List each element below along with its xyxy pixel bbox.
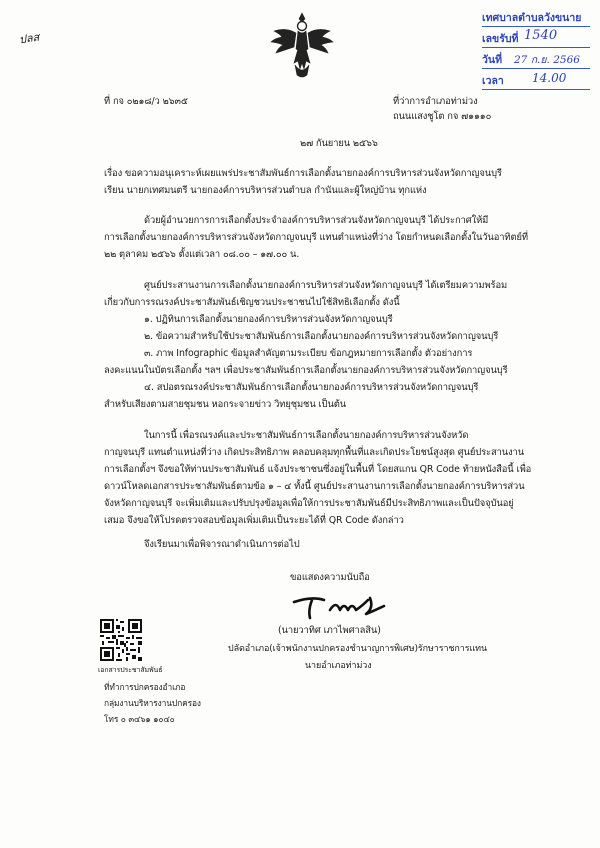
list-item-continuation: ลงคะแนนในบัตรเลือกตั้ง ฯลฯ เพื่อประชาสัมพันธ์การเลือกตั้งนายกองค์การบริหารส่วนจังหวัดกาญจนบุรี	[104, 365, 508, 376]
paragraph-4: จึงเรียนมาเพื่อพิจารณาดำเนินการต่อไป	[144, 539, 300, 550]
stamp-number-value: 1540	[524, 28, 558, 43]
garuda-emblem-icon	[269, 9, 335, 81]
paragraph-3-line: เสมอ จึงขอให้โปรดตรวจสอบข้อมูลเพิ่มเติมเป็นระยะได้ที่ QR Code ดังกล่าว	[104, 515, 404, 526]
paragraph-3-line: การเลือกตั้งฯ จึงขอให้ท่านประชาสัมพันธ์ แจ้งประชาชนซึ่งอยู่ในพื้นที่ โดยสแกน QR Code ท้ายหนังสือนี้ เพื่อ	[104, 464, 532, 475]
office-address-line2: ถนนแสงชูโต กจ ๗๑๑๑๐	[393, 111, 492, 122]
paragraph-3-line: กาญจนบุรี แทนตำแหน่งที่ว่าง เกิดประสิทธิภาพ คลอบคลุมทุกพื้นที่และเกิดประโยชน์สูงสุด ศูนย์ประสานงาน	[104, 447, 525, 458]
list-item: ๔. สปอตรณรงค์ประชาสัมพันธ์การเลือกตั้งนายกองค์การบริหารส่วนจังหวัดกาญจนบุรี	[144, 382, 479, 393]
list-item: ๒. ข้อความสำหรับใช้ประชาสัมพันธ์การเลือกตั้งนายกองค์การบริหารส่วนจังหวัดกาญจนบุรี	[144, 331, 499, 342]
paragraph-3-line: ดาวน์โหลดเอกสารประชาสัมพันธ์ตามข้อ ๑ – ๔ ทั้งนี้ ศูนย์ประสานงานการเลือกตั้งนายกองค์การบริหารส่วน	[104, 481, 525, 492]
margin-handwritten-note	[19, 26, 51, 56]
list-item: ๑. ปฏิทินการเลือกตั้งนายกองค์การบริหารส่วนจังหวัดกาญจนบุรี	[144, 314, 393, 325]
paragraph-3-line: จังหวัดกาญจนบุรี จะเพิ่มเติมและปรับปรุงข้อมูลเพื่อให้การประชาสัมพันธ์มีประสิทธิภาพและเป็นปัจจุบันอยู่	[104, 498, 514, 509]
subject-line: เรื่อง ขอความอนุเคราะห์เผยแพร่ประชาสัมพันธ์การเลือกตั้งนายกองค์การบริหารส่วนจังหวัดกาญจนบุรี	[104, 168, 502, 179]
receipt-stamp	[482, 5, 594, 97]
stamp-time-row: เวลา 14.00	[482, 72, 590, 90]
stamp-time-value: 14.00	[532, 71, 567, 85]
paragraph-1-line: การเลือกตั้งนายกองค์การบริหารส่วนจังหวัดกาญจนบุรี แทนตำแหน่งที่ว่าง โดยกำหนดเลือกตั้งในวันอาทิตย์ที่	[104, 232, 528, 243]
signatory-name: (นายวาทิศ เภาไพศาลสิน)	[278, 625, 381, 636]
paragraph-2-line: ศูนย์ประสานงานการเลือกตั้งนายกองค์การบริหารส่วนจังหวัดกาญจนบุรี ได้เตรียมความพร้อม	[144, 280, 508, 291]
addressee-line: เรียน นายกเทศมนตรี นายกองค์การบริหารส่วนตำบล กำนันและผู้ใหญ่บ้าน ทุกแห่ง	[104, 185, 427, 196]
closing-phrase: ขอแสดงความนับถือ	[290, 572, 370, 583]
stamp-date-value: 27 ก.ย. 2566	[514, 54, 580, 66]
qr-caption: เอกสารประชาสัมพันธ์	[98, 666, 163, 674]
list-item: ๓. ภาพ Infographic ข้อมูลสำคัญตามระเบียบ ข้อกฎหมายการเลือกตั้ง ตัวอย่างการ	[144, 348, 473, 359]
stamp-date-row: วันที่ 27 ก.ย. 2566	[482, 51, 590, 69]
document-number: ที่ กจ ๐๒๑๘/ว ๒๖๓๕	[104, 96, 188, 107]
paragraph-2-line: เกี่ยวกับการรณรงค์ประชาสัมพันธ์เชิญชวนประชาชนไปใช้สิทธิเลือกตั้ง ดังนี้	[104, 297, 400, 308]
stamp-office: เทศบาลตำบลวังขนาย	[482, 9, 590, 27]
qr-code-icon[interactable]	[100, 619, 142, 661]
signatory-title-line2: นายอำเภอท่าม่วง	[305, 661, 372, 671]
document-date: ๒๗ กันยายน ๒๕๖๖	[300, 138, 378, 149]
paragraph-3-line: ในการนี้ เพื่อรณรงค์และประชาสัมพันธ์การเลือกตั้งนายกองค์การบริหารส่วนจังหวัด	[144, 430, 469, 441]
list-item-continuation: สำหรับเสียงตามสายชุมชน หอกระจายข่าว วิทยุชุมชน เป็นต้น	[104, 399, 347, 410]
paragraph-1-line: ๒๒ ตุลาคม ๒๕๖๖ ตั้งแต่เวลา ๐๘.๐๐ – ๑๗.๐๐ น.	[104, 249, 300, 260]
signatory-title: ปลัดอำเภอ(เจ้าพนักงานปกครองชำนาญการพิเศษ)รักษาราชการแทน	[228, 644, 488, 654]
footer-phone: โทร ๐ ๓๔๖๑ ๑๐๔๐	[104, 714, 175, 724]
office-address-line1: ที่ว่าการอำเภอท่าม่วง	[393, 96, 478, 107]
footer-office: ที่ทำการปกครองอำเภอ	[104, 682, 186, 692]
handwritten-signature	[290, 592, 390, 624]
paragraph-1-line: ด้วยผู้อำนวยการการเลือกตั้งประจำองค์การบริหารส่วนจังหวัดกาญจนบุรี ได้ประกาศให้มี	[144, 215, 489, 226]
margin-note-text: ปลส	[18, 30, 40, 47]
footer-department: กลุ่มงานบริหารงานปกครอง	[104, 698, 201, 708]
stamp-number-row: เลขรับที่ 1540	[482, 30, 590, 48]
